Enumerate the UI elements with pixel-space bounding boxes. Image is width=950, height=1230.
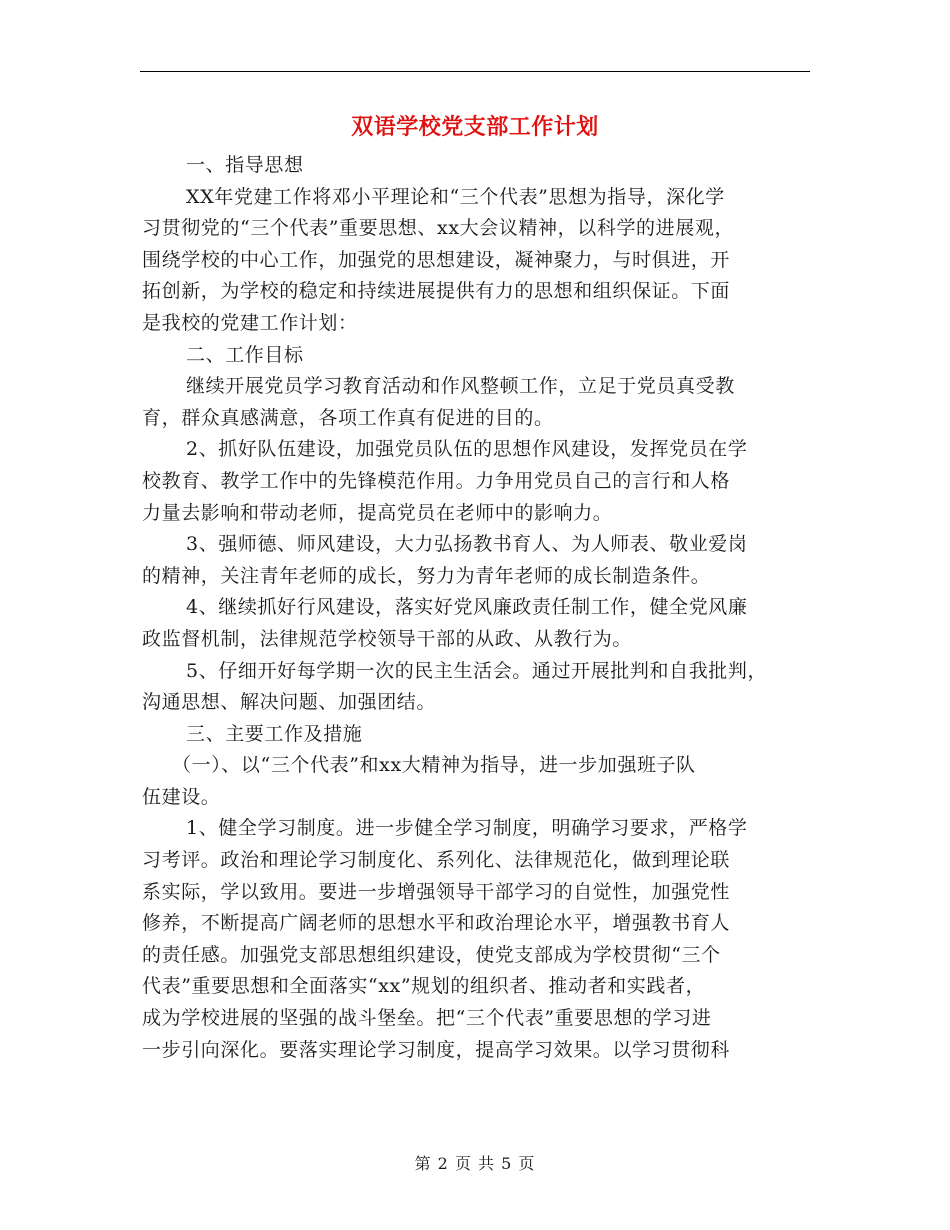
- paragraph-line: 系实际，学以致用。要进一步增强领导干部学习的自觉性，加强党性: [142, 880, 731, 903]
- paragraph-line: 政监督机制，法律规范学校领导干部的从政、从教行为。: [142, 627, 633, 650]
- paragraph-line: 成为学校进展的坚强的战斗堡垒。把“三个代表”重要思想的学习进: [142, 1007, 712, 1030]
- paragraph-line: 是我校的党建工作计划：: [142, 311, 358, 334]
- paragraph-line: 习考评。政治和理论学习制度化、系列化、法律规范化，做到理论联: [142, 849, 731, 872]
- paragraph-line: XX年党建工作将邓小平理论和“三个代表”思想为指导，深化学: [186, 185, 725, 208]
- document-body: [142, 150, 812, 1066]
- document-title: 双语学校党支部工作计划: [351, 114, 599, 140]
- paragraph-line: 沟通思想、解决问题、加强团结。: [142, 691, 437, 714]
- paragraph-line: （一）、以“三个代表”和xx大精神为指导，进一步加强班子队: [172, 754, 696, 777]
- paragraph-line: 校教育、教学工作中的先锋模范作用。力争用党员自己的言行和人格: [142, 469, 731, 492]
- paragraph-line: 4、继续抓好行风建设，落实好党风廉政责任制工作，健全党风廉: [186, 596, 748, 619]
- paragraph-line: 3、强师德、师风建设，大力弘扬教书育人、为人师表、敬业爱岗: [186, 533, 748, 556]
- paragraph-line: 继续开展党员学习教育活动和作风整顿工作，立足于党员真受教: [186, 375, 735, 398]
- paragraph-line: 拓创新，为学校的稳定和持续进展提供有力的思想和组织保证。下面: [142, 280, 731, 303]
- header-rule: [140, 71, 810, 72]
- paragraph-line: 1、健全学习制度。进一步健全学习制度，明确学习要求，严格学: [186, 817, 748, 840]
- section-heading: 一、指导思想: [186, 154, 304, 176]
- paragraph-line: 一步引向深化。要落实理论学习制度，提高学习效果。以学习贯彻科: [142, 1038, 731, 1061]
- paragraph-line: 的精神，关注青年老师的成长，努力为青年老师的成长制造条件。: [142, 564, 711, 587]
- paragraph-line: 代表”重要思想和全面落实“xx”规划的组织者、推动者和实践者，: [142, 975, 706, 998]
- paragraph-line: 伍建设。: [142, 785, 221, 808]
- paragraph-line: 5、仔细开好每学期一次的民主生活会。通过开展批判和自我批判，: [186, 659, 768, 682]
- paragraph-line: 育，群众真感满意，各项工作真有促进的目的。: [142, 406, 554, 429]
- paragraph-line: 修养，不断提高广阔老师的思想水平和政治理论水平，增强教书育人: [142, 912, 731, 935]
- paragraph-line: 习贯彻党的“三个代表”重要思想、xx大会议精神，以科学的进展观，: [142, 217, 735, 240]
- page-number-footer: 第 2 页 共 5 页: [414, 1154, 536, 1173]
- section-heading: 二、工作目标: [186, 343, 304, 366]
- paragraph-line: 力量去影响和带动老师，提高党员在老师中的影响力。: [142, 501, 613, 524]
- section-heading: 三、主要工作及措施: [186, 722, 363, 745]
- paragraph-line: 的责任感。加强党支部思想组织建设，使党支部成为学校贯彻“三个: [142, 943, 721, 966]
- paragraph-line: 围绕学校的中心工作，加强党的思想建设，凝神聚力，与时俱进，开: [142, 248, 731, 271]
- paragraph-line: 2、抓好队伍建设，加强党员队伍的思想作风建设，发挥党员在学: [186, 438, 748, 461]
